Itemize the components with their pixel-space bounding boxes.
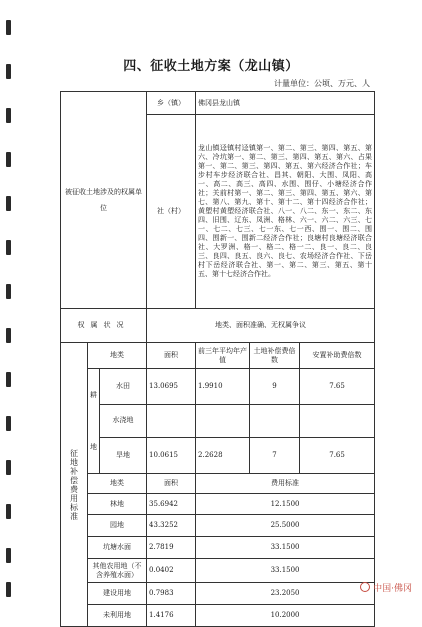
head-area: 面积 [147,343,196,369]
head2-type: 地类 [88,474,147,494]
other-area: 0.7983 [147,583,196,605]
arable-resettle: 7.65 [300,369,375,405]
other-fee: 23.2050 [196,583,375,605]
arable-type: 旱地 [100,438,147,474]
arable-mult [250,404,300,437]
arable-avg [196,404,250,437]
other-area: 0.0402 [147,559,196,583]
other-fee: 12.1500 [196,494,375,515]
village-value: 龙山镇迳镇村迳镇第一、第二、第三、第四、第五、第六、冷坑第一、第二、第三、第四、第五、第六、占果第一、第二、第三、第四、第五、第六经济合作社；车步村车步经济联合社、昌其、朝阳、大围、凤阳、高一、高二、高三、高四、水围、围仔、小塘经济合作社；关前村第一、第二、第三、第四、第五、第六、第七、第八、第九、第十、第十二、第十四经济合作社；黄塱村黄塱经济联合社、八一、八二、东一、东二、东四、旧围、辽东、凤洲、格林、六一、六二、六三、七一、七二、七三、七一东、七一西、围一、围二、围四、围新一、围新二经济合作社；良塘村良塘经济联合社、大罗洲、格一、格二、格一二、良一、良二、良三、良四、良五、良六、良七、农场经济合作社、下岳村下岳经济联合社、第一、第二、第三、第五、第十五、第十七经济合作社。 [196,115,375,309]
head2-area: 面积 [147,474,196,494]
arable-area [147,404,196,437]
head-mult: 土地补偿费倍数 [250,343,300,369]
other-type: 林地 [88,494,147,515]
arable-type: 水田 [100,369,147,405]
arable-label: 耕地 [88,369,100,474]
township-value: 佛冈县龙山镇 [196,92,375,115]
other-type: 坑塘水面 [88,537,147,559]
ownership-label: 被征收土地涉及的权属单位 [61,92,147,309]
arable-type: 水浇地 [100,404,147,437]
other-area: 1.4176 [147,605,196,627]
standards-label: 征地补偿费用标准 [61,343,88,627]
other-area: 2.7819 [147,537,196,559]
arable-area: 10.0615 [147,438,196,474]
watermark-logo: 中国·佛冈 [360,581,412,594]
other-area: 35.6942 [147,494,196,515]
head-resettle: 安置补助费倍数 [300,343,375,369]
arable-area: 13.0695 [147,369,196,405]
arable-resettle [300,404,375,437]
arable-mult: 9 [250,369,300,405]
unit-note: 计量单位：公顷、万元、人 [274,79,370,88]
page-title: 四、征收土地方案（龙山镇） [123,59,299,74]
other-area: 43.3252 [147,515,196,537]
head-type: 地类 [88,343,147,369]
arable-resettle: 7.65 [300,438,375,474]
arable-avg: 2.2628 [196,438,250,474]
status-value: 地类、面积准确、无权属争议 [147,309,375,343]
other-type: 园地 [88,515,147,537]
seal-icon [360,582,370,592]
other-type: 其他农用地（不含养殖水面） [88,559,147,583]
other-fee: 33.1500 [196,537,375,559]
head-avg: 前三年平均年产值 [196,343,250,369]
township-label: 乡（镇） [147,92,196,115]
arable-avg: 1.9910 [196,369,250,405]
other-fee: 25.5000 [196,515,375,537]
head2-fee: 费用标准 [196,474,375,494]
arable-mult: 7 [250,438,300,474]
binding-strip [0,0,22,600]
land-table [60,91,375,627]
other-fee: 10.2000 [196,605,375,627]
village-label: 社（村） [147,115,196,309]
status-label: 权属状况 [61,309,147,343]
other-type: 未利用地 [88,605,147,627]
other-type: 建设用地 [88,583,147,605]
other-fee: 33.1500 [196,559,375,583]
